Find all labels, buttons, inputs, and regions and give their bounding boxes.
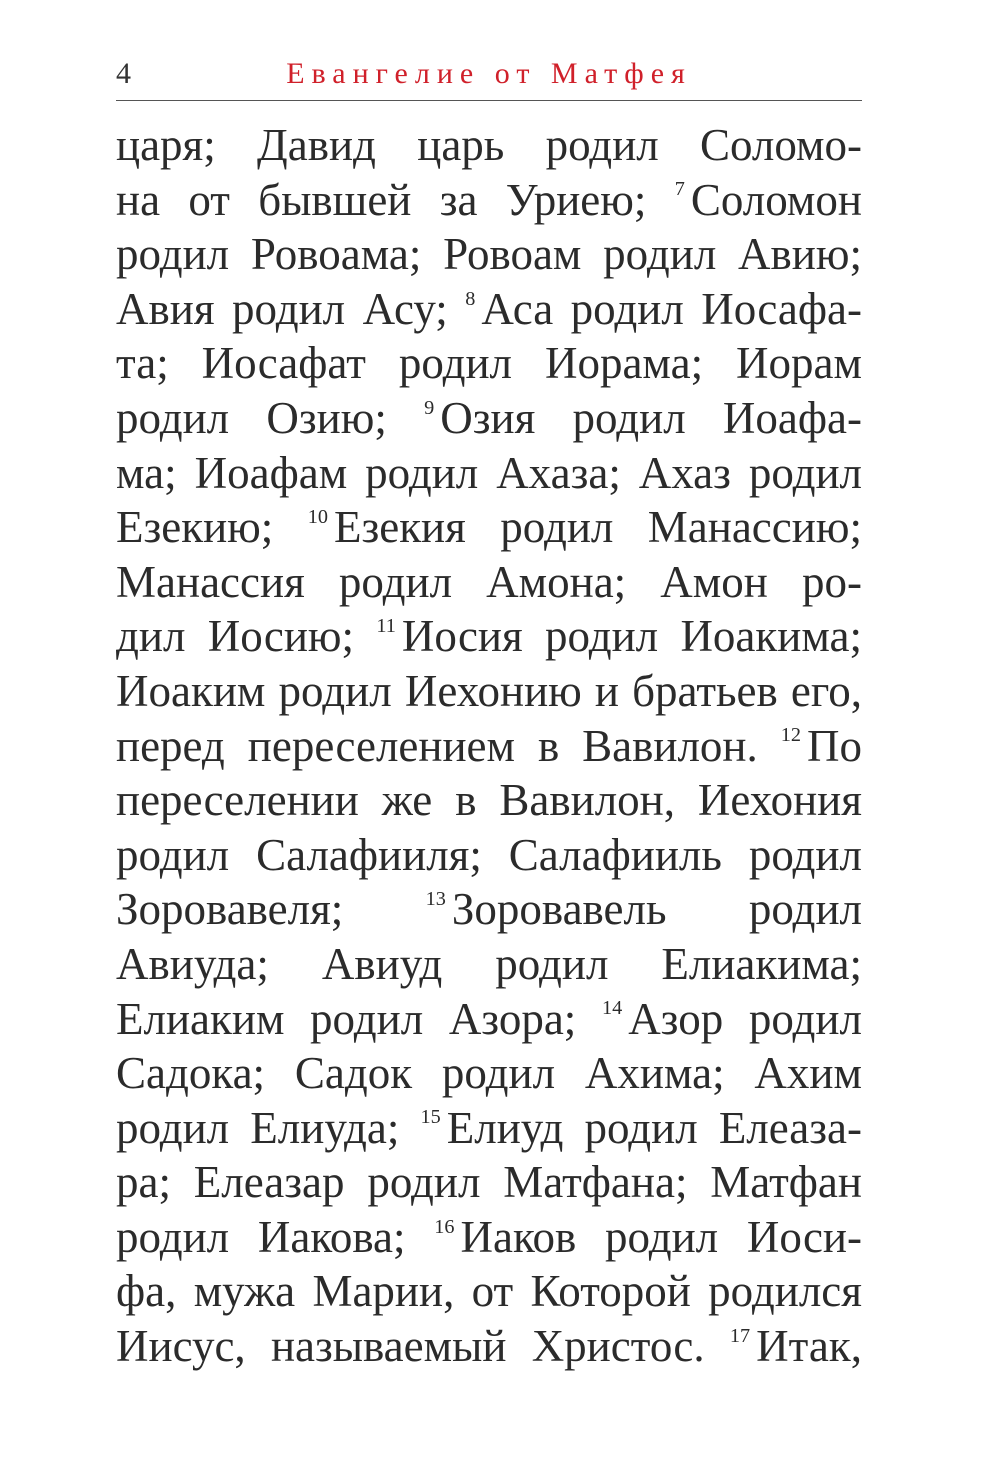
text-line: царя; Давид царь родил Соломо- [116, 120, 862, 170]
text-line: ра; Елеазар родил Матфана; Матфан [116, 1157, 862, 1208]
text-line: родил Озию; $^9$ Озия родил Иоафа- [116, 392, 862, 443]
header-rule [116, 100, 862, 101]
text-line: Иоаким родил Иехонию и братьев его, [116, 665, 862, 716]
text-line: родил Салафииля; Салафииль родил [116, 829, 862, 880]
running-title: Евангелие от Матфея [286, 57, 692, 90]
text-line: Зоровавеля; $^{13}$ Зоровавель родил [116, 884, 862, 935]
text-line: перед переселением в Вавилон. $^{12}$ По [116, 720, 862, 771]
text-line: ма; Иоафам родил Ахаза; Ахаз родил [116, 447, 862, 498]
text-line: родил Иакова; $^{16}$ Иаков родил Иоси- [116, 1211, 862, 1262]
text-line: Садока; Садок родил Ахима; Ахим [116, 1048, 862, 1099]
text-line: Елиаким родил Азора; $^{14}$ Азор родил [116, 993, 862, 1044]
text-line: Авия родил Асу; $^8$ Аса родил Иосафа- [116, 283, 862, 334]
scripture-text [116, 118, 862, 1374]
text-line: дил Иосию; $^{11}$ Иосия родил Иоакима; [116, 611, 862, 662]
text-line: Иисус, называемый Христос. $^{17}$ Итак, [116, 1321, 862, 1372]
text-line: родил Елиуда; $^{15}$ Елиуд родил Елеаза- [116, 1102, 862, 1153]
page-header [116, 52, 862, 96]
text-line: Манассия родил Амона; Амон ро- [116, 556, 862, 607]
text-line: Езекию; $^{10}$ Езекия родил Манассию; [116, 502, 862, 553]
page-number: 4 [116, 57, 131, 90]
text-line: Авиуда; Авиуд родил Елиакима; [116, 938, 862, 989]
text-line: на от бывшей за Уриею; $^7$ Соломон [116, 174, 862, 225]
text-line: переселении же в Вавилон, Иехония [116, 775, 862, 826]
text-line: фа, мужа Марии, от Которой родился [116, 1266, 862, 1317]
text-line: та; Иосафат родил Иорама; Иорам [116, 338, 862, 389]
text-line: родил Ровоама; Ровоам родил Авию; [116, 229, 862, 280]
